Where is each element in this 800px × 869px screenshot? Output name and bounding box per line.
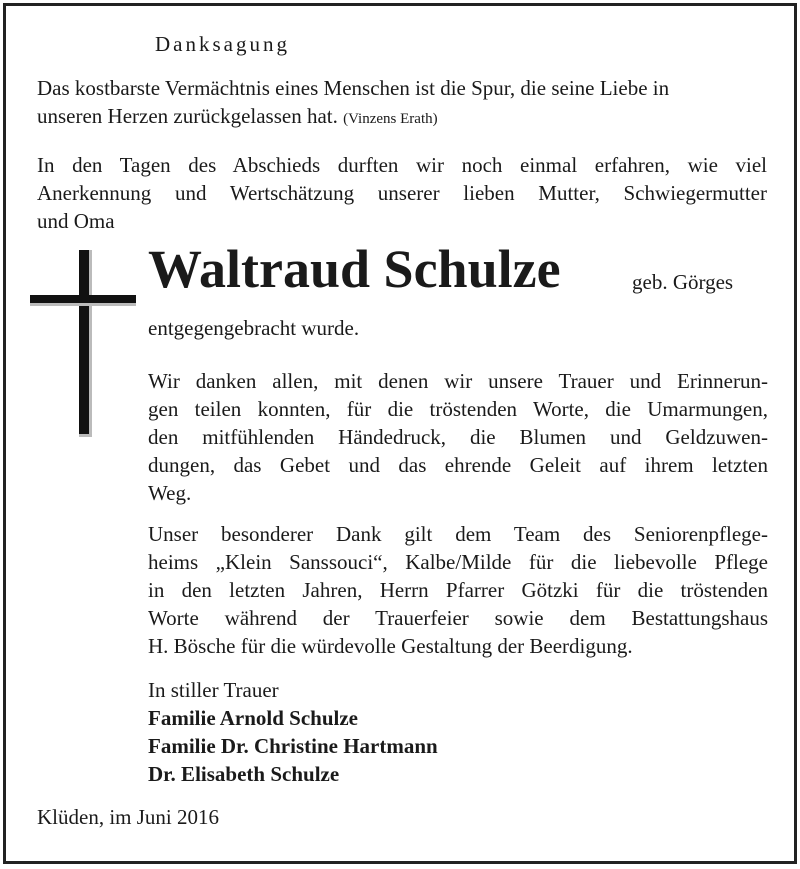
thanks-line: Weg. <box>148 481 192 505</box>
thanks-line: Wir danken allen, mit denen wir unsere Trauer und Erinnerun- <box>148 369 768 393</box>
mourners <box>148 676 438 788</box>
quote <box>37 74 669 133</box>
intro-line: Anerkennung und Wertschätzung unserer lieben Mutter, Schwiegermutter <box>37 181 767 205</box>
special-thanks-paragraph <box>148 520 768 660</box>
quote-source: (Vinzens Erath) <box>343 111 438 127</box>
cross-icon <box>30 248 138 438</box>
after-name-text: entgegengebracht wurde. <box>148 316 360 340</box>
thanks-paragraph <box>148 367 768 507</box>
notice-title: Danksagung <box>155 32 290 56</box>
thanks-line: gen teilen konnten, für die tröstenden Worte, die Umarmungen, <box>148 397 768 421</box>
intro-paragraph <box>37 151 767 235</box>
mourner-name: Familie Dr. Christine Hartmann <box>148 734 438 758</box>
thanks-line: den mitfühlenden Händedruck, die Blumen und Geldzuwen- <box>148 425 768 449</box>
deceased-name: Waltraud Schulze <box>148 239 561 299</box>
mourner-name: Familie Arnold Schulze <box>148 706 358 730</box>
mourners-heading: In stiller Trauer <box>148 678 279 702</box>
quote-line-1: Das kostbarste Vermächtnis eines Menschen ist die Spur, die seine Liebe in <box>37 76 670 100</box>
thanks-line: dungen, das Gebet und das ehrende Geleit auf ihrem letzten <box>148 453 768 477</box>
special-thanks-line: in den letzten Jahren, Herrn Pfarrer Götzki für die tröstenden <box>148 578 768 602</box>
intro-line: In den Tagen des Abschieds durften wir noch einmal erfahren, wie viel <box>37 153 767 177</box>
special-thanks-line: Unser besonderer Dank gilt dem Team des Seniorenpflege- <box>148 522 768 546</box>
quote-line-2: unseren Herzen zurückgelassen hat. (Vinzens Erath) <box>37 104 438 128</box>
maiden-name: geb. Görges <box>632 270 734 294</box>
mourner-name: Dr. Elisabeth Schulze <box>148 762 340 786</box>
place-date: Klüden, im Juni 2016 <box>37 805 219 829</box>
special-thanks-line: H. Bösche für die würdevolle Gestaltung der Beerdigung. <box>148 634 633 658</box>
intro-line: und Oma <box>37 209 115 233</box>
special-thanks-line: heims „Klein Sanssouci“, Kalbe/Milde für die liebevolle Pflege <box>148 550 768 574</box>
special-thanks-line: Worte während der Trauerfeier sowie dem Bestattungshaus <box>148 606 768 630</box>
